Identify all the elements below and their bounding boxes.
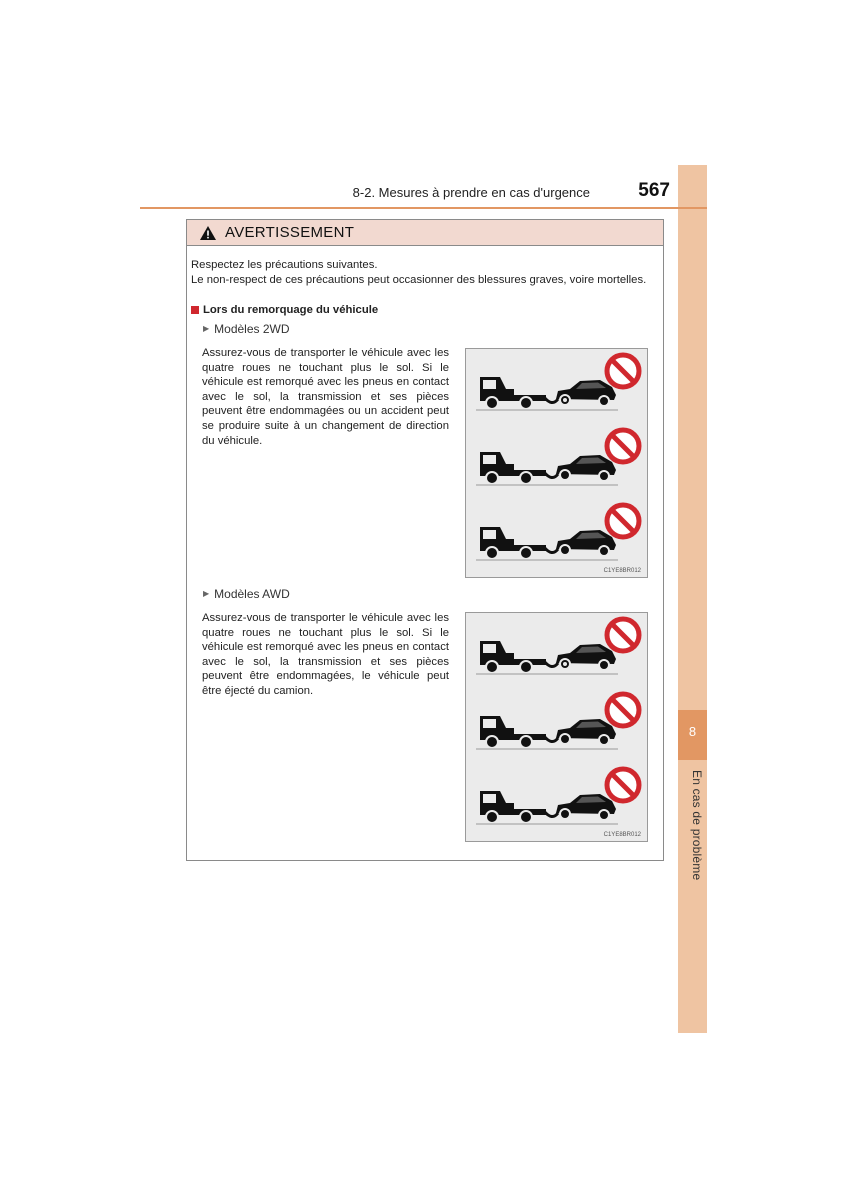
tow-scene	[476, 430, 639, 485]
figure-2wd	[465, 348, 648, 578]
truck-window	[483, 530, 496, 539]
truck-wheel	[486, 472, 498, 484]
model-2wd-text: Assurez-vous de transporter le véhicule avec les quatre roues ne touchant plus le sol. Si le véhicule est remorqué avec les pneus en contact avec le sol, la transmission et ses pièces peuvent être endommagées ou un accident peut se produire suite à un changement de direction du véhicule.	[202, 347, 449, 447]
truck-wheel	[486, 547, 498, 559]
tow-scene	[476, 619, 639, 674]
model-awd-label	[203, 587, 290, 602]
tow-arm	[544, 811, 558, 817]
truck-wheel	[520, 547, 532, 559]
truck-window	[483, 719, 496, 728]
tow-scene	[476, 505, 639, 560]
tow-arm	[544, 736, 558, 742]
tow-arm	[544, 472, 558, 478]
triangle-right-icon: ▶	[203, 324, 210, 333]
tow-arm	[544, 661, 558, 667]
car-hub	[563, 737, 567, 741]
tow-scene	[476, 355, 639, 410]
intro-line-1: Respectez les précautions suivantes.	[191, 259, 378, 271]
truck-window	[483, 455, 496, 464]
model-2wd-label	[203, 322, 290, 337]
tow-scene	[476, 694, 639, 749]
model-label: Modèles 2WD	[214, 322, 290, 336]
truck-window	[483, 794, 496, 803]
truck-wheel	[520, 472, 532, 484]
section-title: 8-2. Mesures à prendre en cas d'urgence	[352, 185, 590, 200]
tow-arm	[544, 547, 558, 553]
truck-wheel	[520, 661, 532, 673]
section-heading-text: Lors du remorquage du véhicule	[203, 304, 379, 316]
page-number: 567	[638, 180, 670, 201]
car-wheel	[599, 735, 609, 745]
car-wheel	[599, 810, 609, 820]
model-label: Modèles AWD	[214, 587, 290, 601]
figure-awd-drawing	[466, 613, 649, 843]
figure-code: C1YE8BR012	[603, 568, 641, 574]
figure-2wd-drawing	[466, 349, 649, 579]
model-awd-text: Assurez-vous de transporter le véhicule avec les quatre roues ne touchant plus le sol. Si le véhicule est remorqué avec les pneus en contact avec le sol, la transmission et ses pièces peuvent être endommagées, le véhicule peut être éjecté du camion.	[202, 612, 449, 697]
truck-wheel	[520, 736, 532, 748]
tow-scene	[476, 769, 639, 824]
intro-line-2: Le non-respect de ces précautions peut occasionner des blessures graves, voire mortelles.	[191, 273, 647, 286]
truck-wheel	[486, 811, 498, 823]
warning-intro	[191, 258, 659, 287]
truck-wheel	[486, 397, 498, 409]
truck-wheel	[520, 811, 532, 823]
figure-awd	[465, 612, 648, 842]
car-hub	[563, 662, 567, 666]
section-heading	[191, 303, 378, 318]
warning-header	[187, 220, 663, 246]
red-square-bullet	[191, 306, 199, 314]
warning-title: AVERTISSEMENT	[225, 224, 355, 241]
tow-arm	[544, 397, 558, 403]
triangle-right-icon: ▶	[203, 589, 210, 598]
chapter-number: 8	[678, 710, 707, 760]
car-hub	[563, 398, 567, 402]
figure-code: C1YE8BR012	[603, 832, 641, 838]
truck-window	[483, 644, 496, 653]
chapter-label: En cas de problème	[690, 770, 704, 881]
side-tab	[678, 165, 707, 1033]
car-hub	[563, 473, 567, 477]
header-rule	[140, 207, 707, 209]
truck-window	[483, 380, 496, 389]
car-wheel	[599, 660, 609, 670]
truck-wheel	[520, 397, 532, 409]
truck-wheel	[486, 736, 498, 748]
car-wheel	[599, 396, 609, 406]
car-wheel	[599, 471, 609, 481]
warning-triangle-icon	[199, 225, 217, 241]
car-hub	[563, 812, 567, 816]
truck-wheel	[486, 661, 498, 673]
car-hub	[563, 548, 567, 552]
car-wheel	[599, 546, 609, 556]
